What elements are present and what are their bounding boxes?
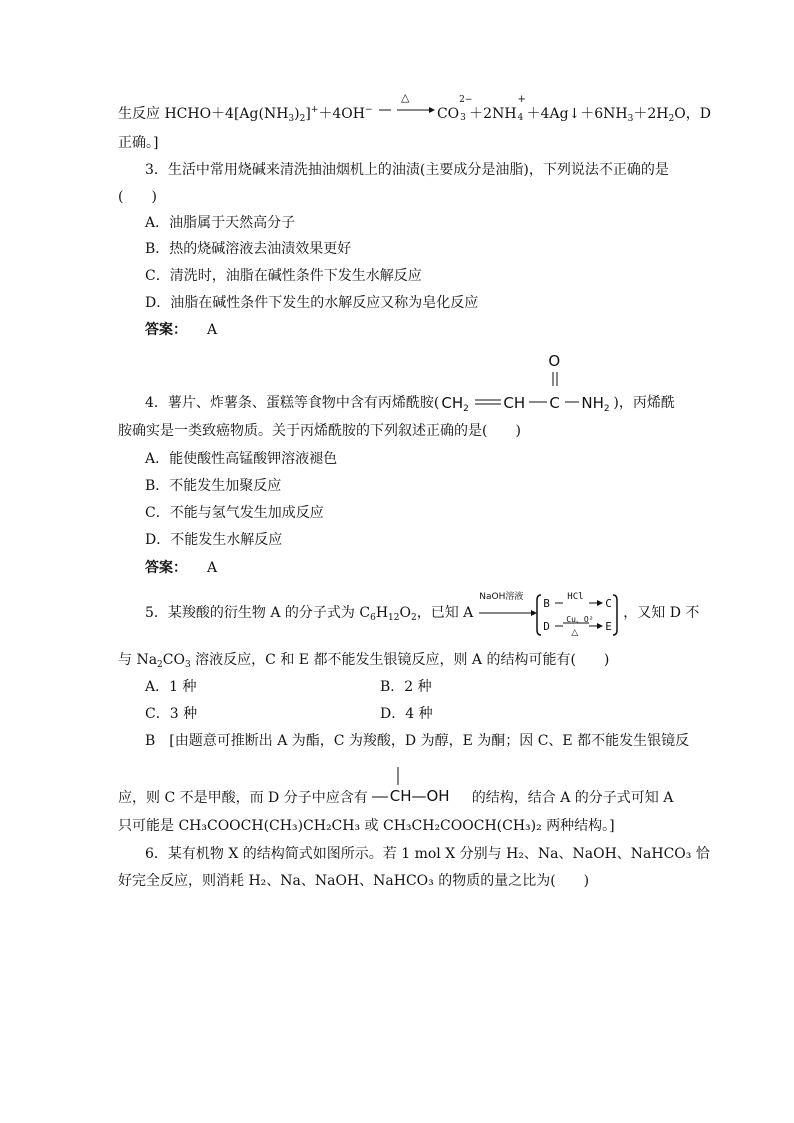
q6-stem-line1: 6．某有机物 X 的结构简式如图所示。若 1 mol X 分别与 H₂、Na、NaOH、NaHCO₃ 恰 bbox=[145, 846, 710, 862]
q5-stem-line1 bbox=[145, 592, 700, 638]
ch-oh-group: CH—OH bbox=[389, 787, 450, 805]
text: H bbox=[375, 605, 389, 621]
superscript: + bbox=[517, 94, 526, 105]
subscript: 2 bbox=[463, 404, 469, 414]
text: ＋2H bbox=[633, 106, 669, 122]
reaction-scheme bbox=[473, 592, 623, 638]
subscript: 4 bbox=[517, 113, 524, 123]
cu-o2-condition: Cu、O² bbox=[566, 615, 594, 624]
ch-group: CH bbox=[503, 394, 526, 412]
text: O，D bbox=[674, 106, 711, 122]
q3-stem-line2: ( ) bbox=[118, 189, 157, 205]
q5-option-c: C．3 种 bbox=[145, 706, 198, 722]
q4-answer bbox=[145, 559, 217, 577]
subscript: 3 bbox=[627, 114, 634, 124]
q5-option-d: D．4 种 bbox=[380, 706, 433, 722]
q5-stem-line2 bbox=[118, 651, 609, 674]
text: 与 Na bbox=[118, 652, 158, 668]
acrylamide-structure bbox=[439, 352, 613, 414]
compound-b: B bbox=[543, 597, 550, 610]
text: 的结构，结合 A 的分子式可知 A bbox=[471, 790, 674, 806]
text: 溶液反应，C 和 E 都不能发生银镜反应，则 A 的结构可能有( ) bbox=[190, 652, 610, 668]
text: ＋2NH bbox=[469, 106, 517, 122]
naoh-condition: NaOH溶液 bbox=[479, 592, 524, 602]
subscript: 2 bbox=[603, 404, 610, 414]
compound-d: D bbox=[543, 620, 550, 633]
q3-option-c: C．清洗时，油脂在碱性条件下发生水解反应 bbox=[145, 268, 422, 284]
oxygen-atom: O bbox=[548, 352, 561, 370]
q4-option-a: A．能使酸性高锰酸钾溶液褪色 bbox=[145, 451, 338, 467]
q6-stem-line2: 好完全反应，则消耗 H₂、Na、NaOH、NaHCO₃ 的物质的量之比为( ) bbox=[118, 873, 590, 889]
text: CO bbox=[162, 652, 185, 668]
q3-answer bbox=[145, 321, 217, 339]
ion-charge bbox=[459, 95, 473, 123]
answer-label: 答案： bbox=[145, 560, 187, 576]
answer-label: 答案： bbox=[145, 322, 187, 338]
q5-explanation-line3: 只可能是 CH₃COOCH(CH₃)CH₂CH₃ 或 CH₃CH₂COOCH(CH₃)₂ 两种结构。] bbox=[118, 818, 615, 834]
text: ] bbox=[305, 106, 311, 122]
superscript: + bbox=[310, 105, 319, 115]
superscript: − bbox=[364, 105, 373, 115]
compound-c: C bbox=[605, 597, 612, 610]
text: ) bbox=[294, 106, 300, 122]
subscript: 6 bbox=[370, 613, 376, 623]
superscript: 2− bbox=[459, 95, 473, 105]
heat-condition: △ bbox=[571, 628, 579, 638]
arrow-condition: △ bbox=[400, 91, 410, 104]
text: ，已知 A bbox=[416, 605, 474, 621]
text: 生反应 HCHO＋4[Ag(NH bbox=[118, 106, 289, 122]
text: 应，则 C 不是甲酸，而 D 分子中应含有 bbox=[118, 790, 368, 806]
q4-option-d: D．不能发生水解反应 bbox=[145, 532, 283, 548]
text: ＋4OH bbox=[318, 106, 365, 122]
text: 4．薯片、炸薯条、蛋糕等食物中含有丙烯酰胺( bbox=[145, 395, 440, 411]
answer-value: A bbox=[207, 322, 218, 338]
subscript: 3 bbox=[288, 114, 295, 124]
subscript: 12 bbox=[388, 613, 400, 623]
compound-e: E bbox=[605, 620, 612, 633]
ch-oh-structure bbox=[368, 789, 472, 807]
q4-option-c: C．不能与氢气发生加成反应 bbox=[145, 505, 324, 521]
q4-stem-line1 bbox=[145, 352, 675, 414]
q4-stem-line2: 胺确实是一类致癌物质。关于丙烯酰胺的下列叙述正确的是( ) bbox=[118, 423, 521, 439]
text: CH bbox=[441, 394, 464, 412]
q3-option-d: D．油脂在碱性条件下发生的水解反应又称为皂化反应 bbox=[145, 295, 479, 311]
subscript: 3 bbox=[460, 113, 466, 123]
text: ＋4Ag↓＋6NH bbox=[526, 106, 628, 122]
continuation-line-1 bbox=[118, 91, 711, 128]
text: 5．某羧酸的衍生物 A 的分子式为 C bbox=[145, 605, 371, 621]
q5-explanation-line1: B [由题意可推断出 A 为酯，C 为羧酸，D 为醇，E 为酮；因 C、E 都不能发生银镜反 bbox=[145, 733, 690, 749]
ch2-group bbox=[441, 394, 469, 418]
carbonyl-carbon: C bbox=[549, 394, 560, 412]
q5-option-a: A．1 种 bbox=[145, 679, 197, 695]
subscript: 2 bbox=[299, 114, 306, 124]
nh2-group bbox=[581, 394, 609, 418]
answer-value: A bbox=[207, 560, 218, 576]
continuation-line-2: 正确。] bbox=[118, 135, 159, 151]
arrow-icon bbox=[377, 101, 437, 119]
text: CO bbox=[436, 106, 460, 122]
hcl-condition: HCl bbox=[567, 592, 584, 602]
subscript: 2 bbox=[410, 613, 417, 623]
q5-explanation-line2 bbox=[118, 789, 673, 807]
q3-option-a: A．油脂属于天然高分子 bbox=[145, 215, 296, 231]
q3-option-b: B．热的烧碱溶液去油渍效果更好 bbox=[145, 241, 352, 257]
text: O bbox=[399, 605, 411, 621]
q3-stem-line1: 3．生活中常用烧碱来清洗抽油烟机上的油渍(主要成分是油脂)，下列说法不正确的是 bbox=[145, 162, 669, 178]
q4-option-b: B．不能发生加聚反应 bbox=[145, 478, 282, 494]
subscript: 2 bbox=[157, 660, 163, 670]
q5-option-b: B．2 种 bbox=[380, 679, 432, 695]
text: ，又知 D 不 bbox=[623, 605, 700, 621]
ion-charge bbox=[517, 94, 527, 123]
text: )，丙烯酰 bbox=[613, 395, 675, 411]
subscript: 2 bbox=[668, 114, 675, 124]
text: NH bbox=[581, 394, 604, 412]
subscript: 3 bbox=[184, 660, 191, 670]
reaction-arrow bbox=[377, 91, 437, 119]
